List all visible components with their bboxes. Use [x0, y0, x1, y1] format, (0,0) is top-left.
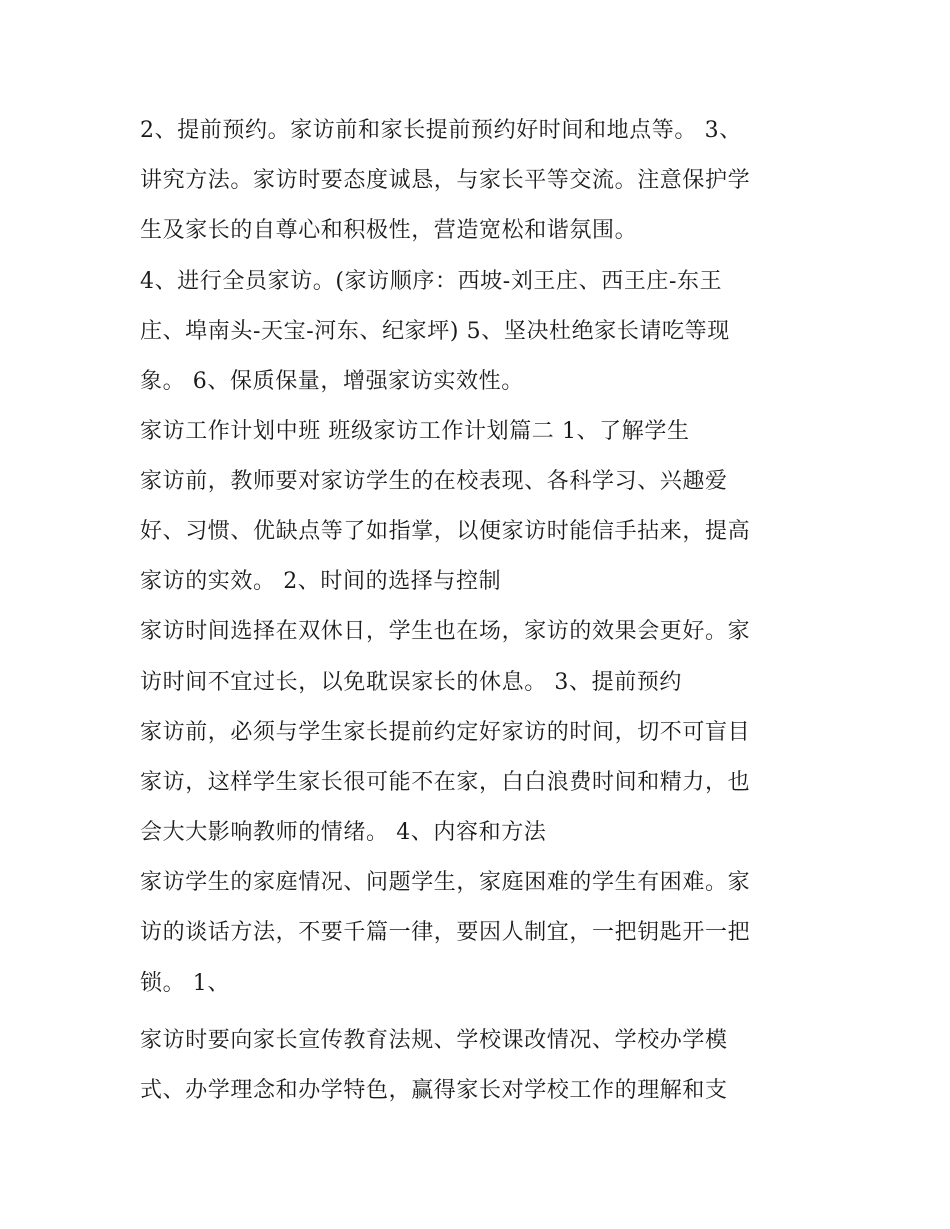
text-line: 家访前，必须与学生家长提前约定好家访的时间，切不可盲目 — [140, 720, 751, 745]
text-line: 讲究方法。家访时要态度诚恳，与家长平等交流。注意保护学 — [140, 168, 751, 193]
text-line: 家访时要向家长宣传教育法规、学校课改情况、学校办学模 — [140, 1028, 728, 1053]
section-heading-line: 家访工作计划中班 班级家访工作计划篇二 1、了解学生 — [140, 419, 690, 444]
text-line: 家访前，教师要对家访学生的在校表现、各科学习、兴趣爱 — [140, 469, 728, 494]
text-line: 家访学生的家庭情况、问题学生，家庭困难的学生有困难。家 — [140, 870, 751, 895]
text-line: 访的谈话方法，不要千篇一律，要因人制宜，一把钥匙开一把 — [140, 920, 751, 945]
text-line: 4、进行全员家访。(家访顺序：西坡-刘王庄、西王庄-东王 — [140, 269, 723, 294]
text-line: 锁。 1、 — [140, 971, 230, 996]
text-line: 生及家长的自尊心和积极性，营造宽松和谐氛围。 — [140, 218, 638, 243]
text-line: 家访的实效。 2、时间的选择与控制 — [140, 569, 502, 594]
text-line: 2、提前预约。家访前和家长提前预约好时间和地点等。 3、 — [140, 118, 742, 143]
text-line: 访时间不宜过长，以免耽误家长的休息。 3、提前预约 — [140, 670, 682, 695]
text-line: 会大大影响教师的情绪。 4、内容和方法 — [140, 820, 547, 845]
text-line: 好、习惯、优缺点等了如指掌，以便家访时能信手拈来，提高 — [140, 519, 751, 544]
text-line: 象。 6、保质保量，增强家访实效性。 — [140, 369, 524, 394]
text-line: 庄、埠南头-天宝-河东、纪家坪) 5、坚决杜绝家长请吃等现 — [140, 319, 730, 344]
text-line: 式、办学理念和办学特色，赢得家长对学校工作的理解和支 — [140, 1078, 728, 1103]
text-line: 家访，这样学生家长很可能不在家，白白浪费时间和精力，也 — [140, 770, 751, 795]
text-line: 家访时间选择在双休日，学生也在场，家访的效果会更好。家 — [140, 619, 751, 644]
